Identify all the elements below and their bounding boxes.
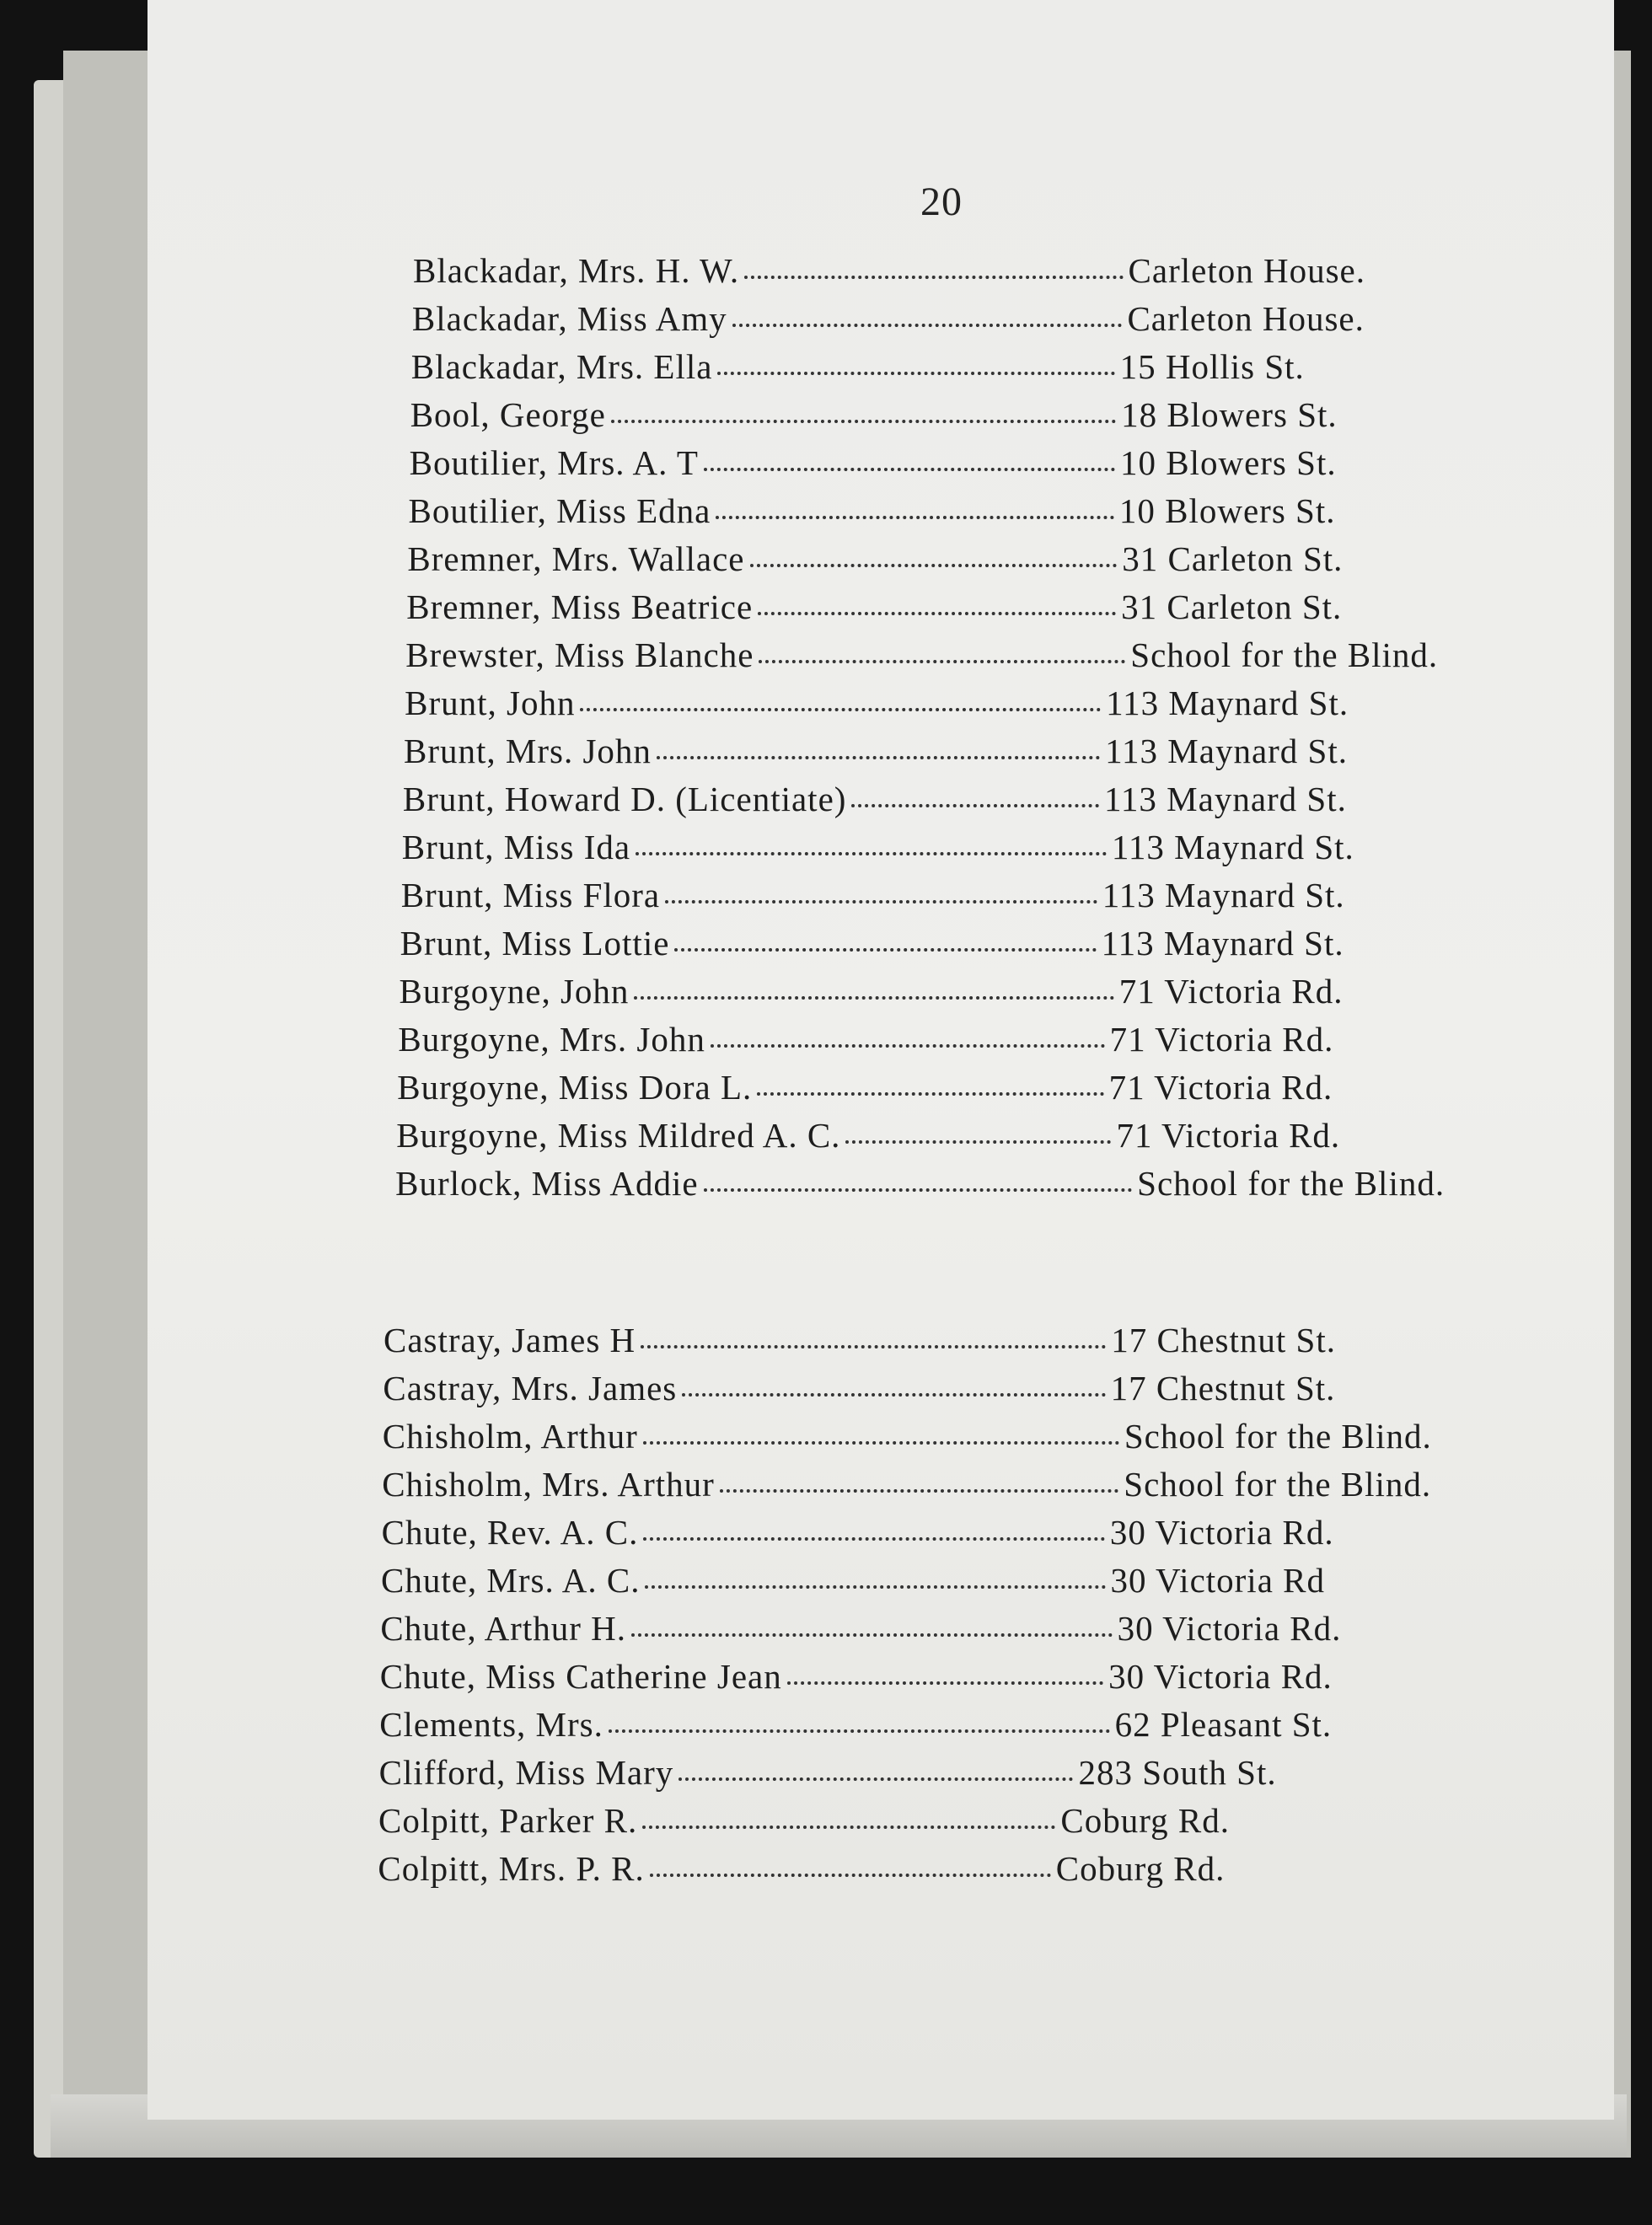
directory-entry bbox=[382, 1512, 1334, 1559]
directory-entry bbox=[413, 250, 1365, 298]
dot-leader bbox=[643, 1440, 1119, 1445]
entry-name: Blackadar, Mrs. Ella bbox=[410, 347, 713, 386]
directory-entry bbox=[379, 1752, 1277, 1799]
entry-name: Colpitt, Parker R. bbox=[378, 1801, 638, 1840]
entry-name: Boutilier, Miss Edna bbox=[408, 491, 711, 530]
entry-address: School for the Blind. bbox=[1124, 1417, 1432, 1456]
dot-leader bbox=[642, 1825, 1055, 1829]
directory-entry bbox=[379, 1704, 1332, 1751]
entry-address: 31 Carleton St. bbox=[1122, 539, 1344, 578]
dot-leader bbox=[641, 1344, 1106, 1348]
dot-leader bbox=[744, 275, 1123, 279]
entry-address: 30 Victoria Rd. bbox=[1108, 1657, 1333, 1696]
directory-entry bbox=[395, 1163, 1445, 1210]
directory-entry bbox=[397, 1067, 1333, 1114]
entry-name: Bool, George bbox=[410, 395, 606, 434]
entry-address: Carleton House. bbox=[1128, 251, 1365, 290]
entry-name: Blackadar, Mrs. H. W. bbox=[413, 251, 740, 290]
entry-address: 30 Victoria Rd. bbox=[1109, 1513, 1334, 1552]
directory-entry bbox=[380, 1656, 1333, 1703]
entry-address: 31 Carleton St. bbox=[1121, 587, 1343, 626]
entry-name: Blackadar, Miss Amy bbox=[411, 299, 727, 338]
entry-address: 113 Maynard St. bbox=[1105, 732, 1348, 770]
entry-name: Chute, Mrs. A. C. bbox=[381, 1561, 641, 1600]
directory-entry bbox=[409, 491, 1336, 538]
entry-name: Brunt, Miss Flora bbox=[400, 876, 661, 914]
directory-entry bbox=[411, 346, 1305, 394]
dot-leader bbox=[678, 1777, 1073, 1781]
dot-leader bbox=[757, 1091, 1103, 1096]
dot-leader bbox=[674, 947, 1096, 952]
dot-leader bbox=[704, 1188, 1133, 1192]
entry-name: Bremner, Miss Beatrice bbox=[406, 587, 754, 626]
entry-name: Burgoyne, Mrs. John bbox=[398, 1020, 705, 1059]
entry-address: School for the Blind. bbox=[1137, 1164, 1446, 1203]
entry-name: Bremner, Mrs. Wallace bbox=[407, 539, 745, 578]
entry-name: Burgoyne, Miss Dora L. bbox=[397, 1068, 753, 1107]
entry-address: 30 Victoria Rd. bbox=[1117, 1609, 1342, 1648]
directory-entry bbox=[383, 1416, 1432, 1463]
entry-address: 71 Victoria Rd. bbox=[1116, 1116, 1341, 1155]
entry-address: School for the Blind. bbox=[1130, 635, 1439, 674]
directory-entry bbox=[407, 539, 1343, 586]
entry-address: Carleton House. bbox=[1127, 299, 1365, 338]
entry-address: 113 Maynard St. bbox=[1103, 780, 1347, 818]
entry-name: Castray, Mrs. James bbox=[383, 1369, 678, 1407]
entry-name: Boutilier, Mrs. A. T bbox=[409, 443, 699, 482]
dot-leader bbox=[750, 563, 1118, 567]
directory-entry bbox=[400, 971, 1344, 1018]
entry-name: Burlock, Miss Addie bbox=[395, 1164, 699, 1203]
entry-name: Castray, James H bbox=[384, 1321, 636, 1359]
directory-entry bbox=[402, 827, 1354, 874]
entry-address: 71 Victoria Rd. bbox=[1108, 1068, 1333, 1107]
entry-name: Chisholm, Arthur bbox=[382, 1417, 638, 1456]
dot-leader bbox=[851, 803, 1099, 807]
entry-name: Brunt, Miss Lottie bbox=[400, 924, 670, 962]
entry-address: 62 Pleasant St. bbox=[1114, 1705, 1333, 1744]
dot-leader bbox=[665, 899, 1097, 903]
dot-leader bbox=[631, 1633, 1113, 1637]
entry-name: Brewster, Miss Blanche bbox=[405, 635, 754, 674]
dot-leader bbox=[611, 419, 1116, 423]
entry-address: Coburg Rd. bbox=[1055, 1849, 1226, 1888]
dot-leader bbox=[650, 1873, 1051, 1877]
page-number: 20 bbox=[920, 180, 963, 224]
dot-leader bbox=[634, 995, 1113, 1000]
entry-address: 113 Maynard St. bbox=[1106, 684, 1349, 722]
directory-entry bbox=[405, 635, 1438, 682]
directory-entry bbox=[404, 731, 1348, 778]
entry-name: Brunt, Mrs. John bbox=[404, 732, 652, 770]
directory-entry bbox=[381, 1560, 1325, 1607]
entry-address: 71 Victoria Rd. bbox=[1118, 972, 1344, 1011]
entry-name: Brunt, Miss Ida bbox=[401, 828, 631, 866]
dot-leader bbox=[845, 1139, 1111, 1144]
directory-entry bbox=[382, 1464, 1431, 1511]
directory-entry bbox=[378, 1800, 1230, 1847]
dot-leader bbox=[759, 659, 1125, 663]
entry-name: Clements, Mrs. bbox=[379, 1705, 603, 1744]
entry-name: Chute, Rev. A. C. bbox=[381, 1513, 639, 1552]
dot-leader bbox=[717, 371, 1114, 375]
directory-entry bbox=[406, 587, 1342, 634]
dot-leader bbox=[636, 851, 1107, 855]
entry-address: 18 Blowers St. bbox=[1121, 395, 1338, 434]
entry-name: Burgoyne, Miss Mildred A. C. bbox=[396, 1116, 841, 1155]
dot-leader bbox=[657, 755, 1100, 759]
entry-name: Brunt, Howard D. (Licentiate) bbox=[402, 780, 847, 818]
directory-entry bbox=[410, 442, 1337, 490]
directory-entry bbox=[403, 779, 1347, 826]
entry-address: 10 Blowers St. bbox=[1118, 491, 1336, 530]
directory-entry bbox=[401, 875, 1345, 922]
entry-name: Clifford, Miss Mary bbox=[378, 1753, 674, 1792]
entry-address: 113 Maynard St. bbox=[1101, 924, 1344, 962]
dot-leader bbox=[716, 515, 1114, 519]
dot-leader bbox=[704, 467, 1115, 471]
directory-entry bbox=[378, 1848, 1225, 1895]
entry-name: Chute, Arthur H. bbox=[380, 1609, 626, 1648]
entry-address: 17 Chestnut St. bbox=[1111, 1321, 1336, 1359]
dot-leader bbox=[682, 1392, 1105, 1397]
directory-entry bbox=[410, 394, 1338, 442]
dot-leader bbox=[787, 1681, 1103, 1685]
directory-entry bbox=[384, 1320, 1336, 1367]
entry-address: 17 Chestnut St. bbox=[1110, 1369, 1336, 1407]
entry-address: School for the Blind. bbox=[1124, 1465, 1432, 1504]
directory-entry bbox=[383, 1368, 1335, 1415]
entry-name: Burgoyne, John bbox=[399, 972, 630, 1011]
dot-leader bbox=[580, 707, 1101, 711]
directory-entry bbox=[398, 1019, 1333, 1066]
entry-name: Chisholm, Mrs. Arthur bbox=[382, 1465, 715, 1504]
dot-leader bbox=[758, 611, 1116, 615]
entry-address: 10 Blowers St. bbox=[1119, 443, 1337, 482]
entry-address: 113 Maynard St. bbox=[1102, 876, 1345, 914]
entry-address: 71 Victoria Rd. bbox=[1109, 1020, 1334, 1059]
entry-name: Colpitt, Mrs. P. R. bbox=[378, 1849, 645, 1888]
entry-address: 30 Victoria Rd bbox=[1110, 1561, 1325, 1600]
dot-leader bbox=[720, 1488, 1118, 1493]
entry-address: 113 Maynard St. bbox=[1111, 828, 1354, 866]
dot-leader bbox=[643, 1536, 1105, 1541]
dot-leader bbox=[732, 323, 1123, 327]
entry-name: Chute, Miss Catherine Jean bbox=[379, 1657, 782, 1696]
dot-leader bbox=[711, 1043, 1105, 1048]
entry-name: Brunt, John bbox=[405, 684, 576, 722]
entry-address: 283 South St. bbox=[1078, 1753, 1277, 1792]
entry-address: Coburg Rd. bbox=[1060, 1801, 1230, 1840]
directory-entry bbox=[396, 1115, 1340, 1162]
dot-leader bbox=[645, 1584, 1105, 1589]
directory-entry bbox=[400, 923, 1344, 970]
directory-entry bbox=[412, 298, 1365, 346]
directory-entry bbox=[405, 683, 1349, 730]
directory-entry bbox=[380, 1608, 1341, 1655]
dot-leader bbox=[609, 1729, 1110, 1733]
entry-address: 15 Hollis St. bbox=[1119, 347, 1305, 386]
